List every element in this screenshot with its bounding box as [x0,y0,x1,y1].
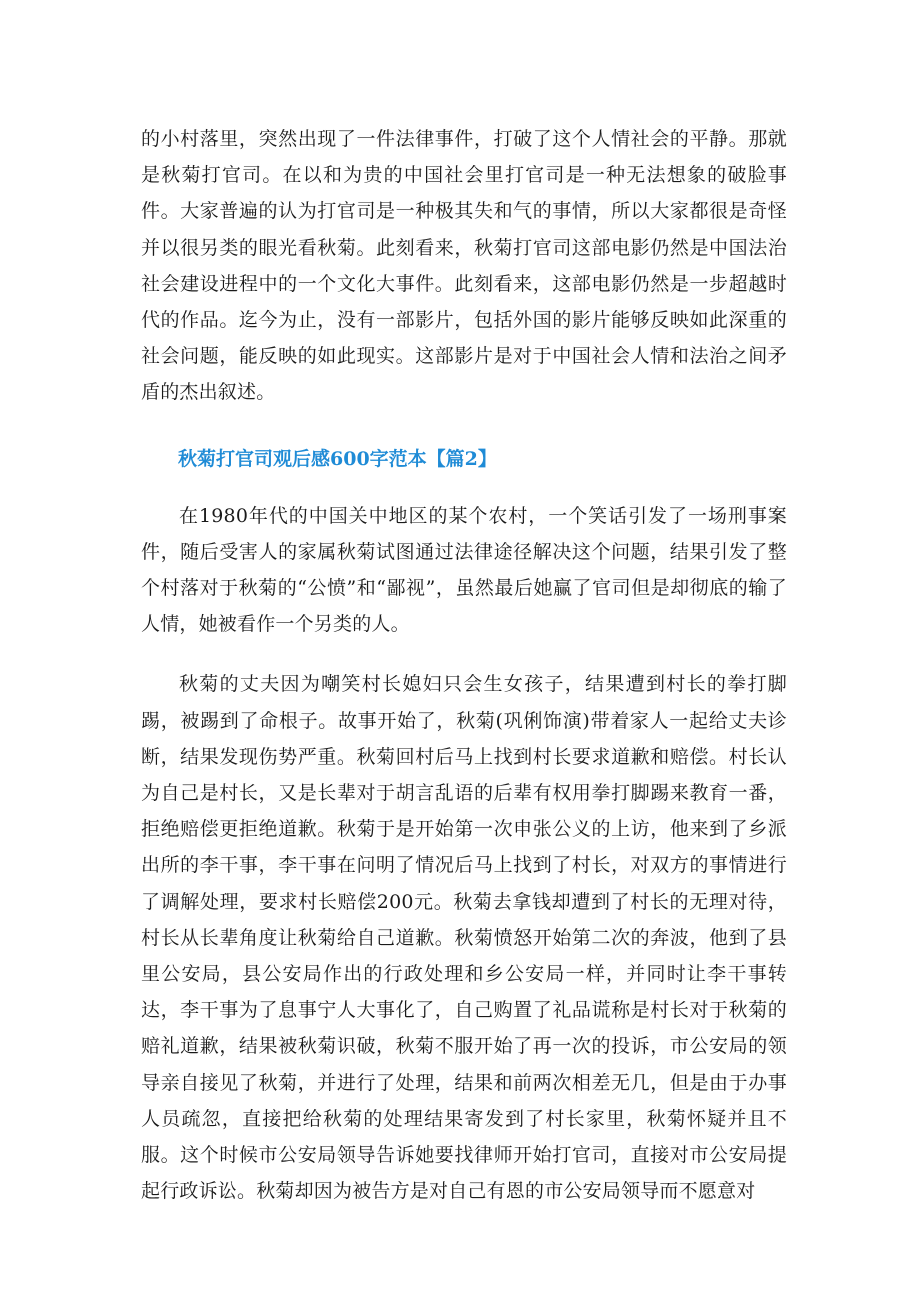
paragraph-continued: 的小村落里，突然出现了一件法律事件，打破了这个人情社会的平静。那就是秋菊打官司。在以和为贵的中国社会里打官司是一种无法想象的破脸事件。大家普遍的认为打官司是一种极其失和气的事情，所以大家都很是奇怪并以很另类的眼光看秋菊。此刻看来，秋菊打官司这部电影仍然是中国法治社会建设进程中的一个文化大事件。此刻看来，这部电影仍然是一步超越时代的作品。迄今为止，没有一部影片，包括外国的影片能够反映如此深重的社会问题，能反映的如此现实。这部影片是对于中国社会人情和法治之间矛盾的杰出叙述。 [141,128,787,404]
paragraph-3: 秋菊的丈夫因为嘲笑村长媳妇只会生女孩子，结果遭到村长的拳打脚踢，被踢到了命根子。故事开始了，秋菊(巩俐饰演)带着家人一起给丈夫诊断，结果发现伤势严重。秋菊回村后马上找到村长要求道歉和赔偿。村长认为自己是村长，又是长辈对于胡言乱语的后辈有权用拳打脚踢来教育一番，拒绝赔偿更拒绝道歉。秋菊于是开始第一次申张公义的上访，他来到了乡派出所的李干事，李干事在问明了情况后马上找到了村长，对双方的事情进行了调解处理，要求村长赔偿200元。秋菊去拿钱却遭到了村长的无理对待，村长从长辈角度让秋菊给自己道歉。秋菊愤怒开始第二次的奔波，他到了县里公安局，县公安局作出的行政处理和乡公安局一样，并同时让李干事转达，李干事为了息事宁人大事化了，自己购置了礼品谎称是村长对于秋菊的赔礼道歉，结果被秋菊识破，秋菊不服开始了再一次的投诉，市公安局的领导亲自接见了秋菊，并进行了处理，结果和前两次相差无几，但是由于办事人员疏忽，直接把给秋菊的处理结果寄发到了村长家里，秋菊怀疑并且不服。这个时候市公安局领导告诉她要找律师开始打官司，直接对市公安局提起行政诉讼。秋菊却因为被告方是对自己有恩的市公安局领导而不愿意对 [141,673,787,1203]
section-heading: 秋菊打官司观后感600字范本【篇2】 [178,447,497,470]
paragraph-2: 在1980年代的中国关中地区的某个农村，一个笑话引发了一场刑事案件，随后受害人的家属秋菊试图通过法律途径解决这个问题，结果引发了整个村落对于秋菊的“公愤”和“鄙视”，虽然最后她赢了官司但是却彻底的输了人情，她被看作一个另类的人。 [141,504,787,636]
document-body [141,121,787,1209]
